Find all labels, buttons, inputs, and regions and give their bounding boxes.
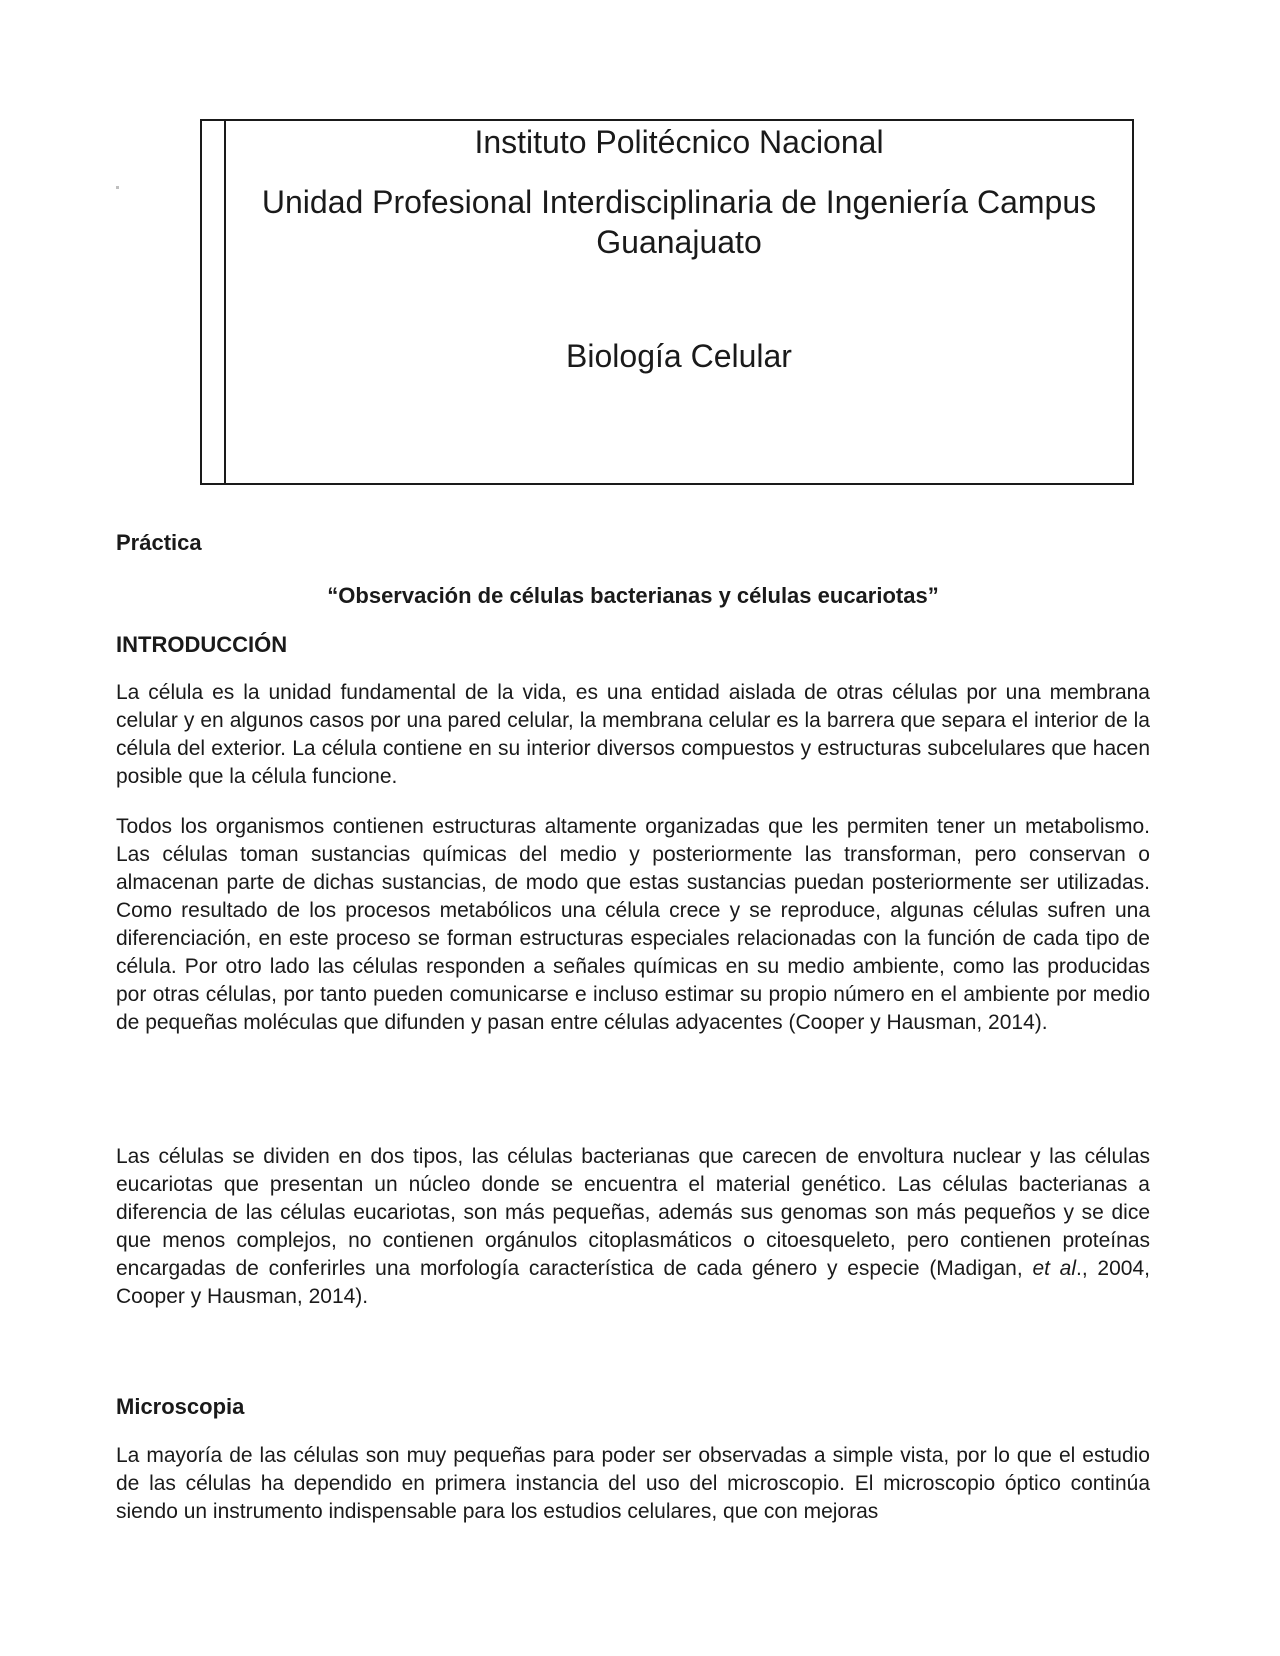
paragraph-1 [116, 679, 1150, 791]
paragraph-3 [116, 1143, 1150, 1311]
course-name: Biología Celular [566, 338, 792, 374]
intro-heading: INTRODUCCIÓN [116, 632, 288, 657]
paragraph-1-text: La célula es la unidad fundamental de la vida, es una entidad aislada de otras células por una membrana celular y en algunos casos por una pared celular, la membrana celular es la barrera que separa el interior de la célula del exterior. La célula contiene en su interior diversos compuestos y estructuras subcelulares que hacen posible que la célula funcione. [116, 681, 1150, 788]
paragraph-2 [116, 813, 1150, 1037]
paragraph-4-text: La mayoría de las células son muy pequeñas para poder ser observadas a simple vista, por lo que el estudio de las células ha dependido en primera instancia del uso del microscopio. El microscopio óptico continúa siendo un instrumento indispensable para los estudios celulares, que con mejoras [116, 1444, 1150, 1523]
paragraph-3-italic: et al [1032, 1257, 1077, 1280]
paragraph-3-part-b: ., 2004, Cooper y Hausman, 2014). [116, 1257, 1150, 1308]
header-divider [224, 121, 226, 483]
paragraph-3-part-a: Las células se dividen en dos tipos, las células bacterianas que carecen de envoltura nuclear y las células eucariotas que presentan un núcleo donde se encuentra el material genético. Las células bacterianas a diferencia de las células eucariotas, son más pequeñas, además sus genomas son más pequeños y se dice que menos complejos, no contienen orgánulos citoplasmáticos o citoesqueleto, pero contienen proteínas encargadas de conferirles una morfología característica de cada género y especie (Madigan, [116, 1145, 1150, 1280]
stray-mark [116, 186, 119, 189]
paragraph-3-text [116, 1143, 1150, 1311]
practice-title: “Observación de células bacterianas y células eucariotas” [327, 583, 939, 608]
header-box [200, 119, 1134, 485]
paragraph-4 [116, 1442, 1150, 1526]
paragraph-2-text: Todos los organismos contienen estructuras altamente organizadas que les permiten tener un metabolismo. Las células toman sustancias químicas del medio y posteriormente las transforman, pero conservan o almacenan parte de dichas sustancias, de modo que estas sustancias puedan posteriormente ser utilizadas. Como resultado de los procesos metabólicos una célula crece y se reproduce, algunas células sufren una diferenciación, en este proceso se forman estructuras especiales relacionadas con la función de cada tipo de célula. Por otro lado las células responden a señales químicas en su medio ambiente, como las producidas por otras células, por tanto pueden comunicarse e incluso estimar su propio número en el ambiente por medio de pequeñas moléculas que difunden y pasan entre células adyacentes (Cooper y Hausman, 2014). [116, 815, 1150, 1034]
institution-name: Instituto Politécnico Nacional [474, 124, 884, 160]
microscopy-heading: Microscopia [116, 1394, 245, 1419]
practice-label: Práctica [116, 530, 202, 555]
unit-name: Unidad Profesional Interdisciplinaria de Ingeniería Campus Guanajuato [261, 184, 1097, 260]
